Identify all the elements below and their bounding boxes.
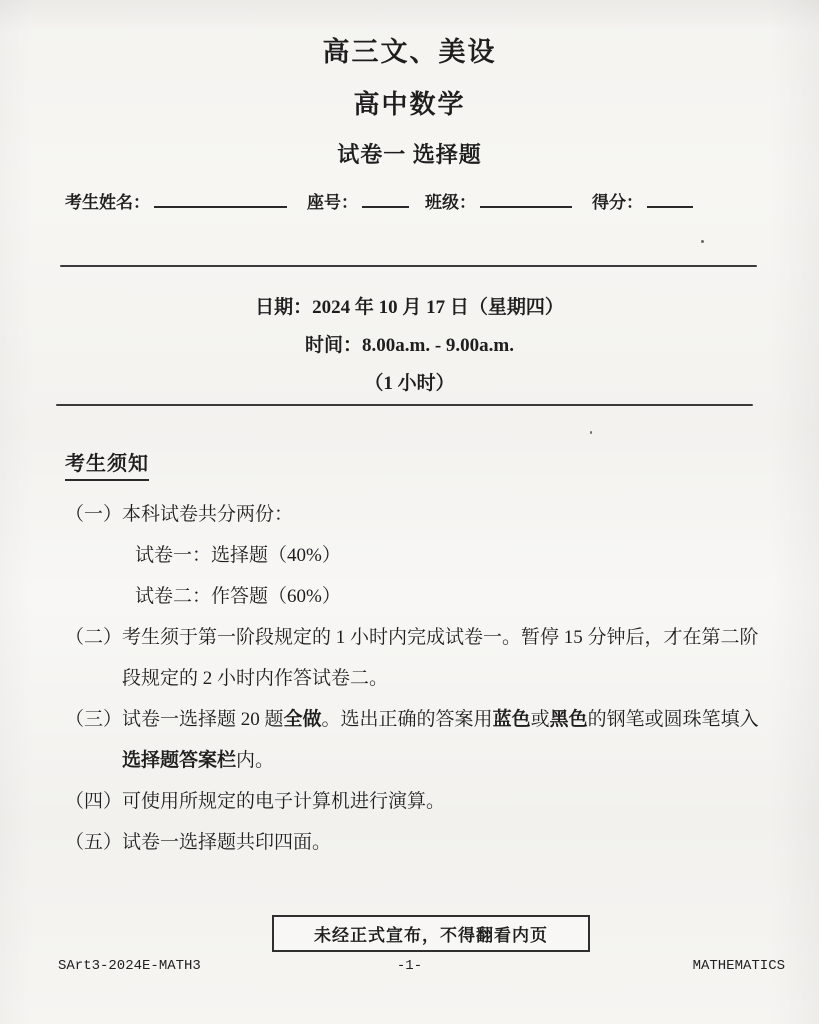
notice-item-text: 试卷一选择题共印四面。 bbox=[122, 832, 332, 853]
warning-text: 未经正式宣布，不得翻看内页 bbox=[314, 926, 548, 945]
notice-line bbox=[65, 781, 761, 822]
candidate-info-row bbox=[0, 188, 819, 218]
notice-item-marker bbox=[65, 535, 121, 576]
notice-heading: 考生须知 bbox=[65, 447, 149, 481]
notice-item-text: 本科试卷共分两份： bbox=[122, 504, 294, 525]
page-number: -1- bbox=[396, 958, 423, 974]
candidate-name-blank bbox=[154, 191, 287, 208]
session-info-block bbox=[0, 289, 819, 403]
paper-title: 试卷一 选择题 bbox=[337, 142, 482, 167]
exam-date: 日期：2024 年 10 月 17 日（星期四） bbox=[255, 297, 564, 318]
notice-line bbox=[65, 822, 761, 863]
notice-item-marker: （二） bbox=[65, 627, 123, 648]
notice-line bbox=[65, 699, 761, 781]
seat-number-field bbox=[307, 188, 409, 213]
subject-title: 高中数学 bbox=[353, 90, 466, 119]
subject-name: MATHEMATICS bbox=[692, 958, 785, 974]
class-blank bbox=[480, 191, 572, 208]
notice-item-marker: （三） bbox=[65, 709, 123, 730]
scan-speck bbox=[590, 431, 592, 434]
class-field bbox=[425, 188, 572, 213]
notice-line bbox=[65, 576, 761, 617]
notice-item-text: 可使用所规定的电子计算机进行演算。 bbox=[122, 791, 446, 812]
warning-box bbox=[272, 915, 590, 952]
title-block bbox=[0, 30, 819, 169]
notice-item-text: 试卷一：选择题（40%） bbox=[135, 545, 341, 566]
score-label: 得分： bbox=[592, 193, 643, 212]
notice-item-marker: （五） bbox=[65, 832, 123, 853]
notice-item-marker: （四） bbox=[65, 791, 123, 812]
notice-item-marker: （一） bbox=[65, 504, 123, 525]
notice-item-marker bbox=[65, 576, 121, 617]
class-label: 班级： bbox=[425, 193, 476, 212]
notice-line bbox=[65, 535, 761, 576]
seat-number-label: 座号： bbox=[307, 193, 358, 212]
paper-code: SArt3-2024E-MATH3 bbox=[58, 958, 201, 974]
scan-speck bbox=[701, 240, 704, 243]
score-field bbox=[592, 188, 693, 213]
notice-item-text: 试卷二：作答题（60%） bbox=[135, 586, 341, 607]
seat-number-blank bbox=[362, 191, 409, 208]
notice-line bbox=[65, 494, 761, 535]
notice-list bbox=[65, 494, 761, 863]
exam-duration: （1 小时） bbox=[364, 373, 455, 394]
notice-item-text: 试卷一选择题 20 题全做。选出正确的答案用蓝色或黑色的钢笔或圆珠笔填入选择题答案栏内。 bbox=[122, 709, 759, 771]
divider-line-top bbox=[60, 265, 757, 267]
notice-line bbox=[65, 617, 761, 699]
score-blank bbox=[647, 191, 693, 208]
stream-title: 高三文、美设 bbox=[322, 37, 497, 67]
footer bbox=[0, 958, 819, 976]
candidate-name-label: 考生姓名： bbox=[65, 193, 150, 212]
divider-line-bottom bbox=[56, 404, 753, 406]
exam-time: 时间：8.00a.m. - 9.00a.m. bbox=[305, 335, 514, 356]
candidate-name-field bbox=[65, 188, 287, 213]
notice-item-text: 考生须于第一阶段规定的 1 小时内完成试卷一。暂停 15 分钟后，才在第二阶段规定的 2 小时内作答试卷二。 bbox=[122, 627, 759, 689]
